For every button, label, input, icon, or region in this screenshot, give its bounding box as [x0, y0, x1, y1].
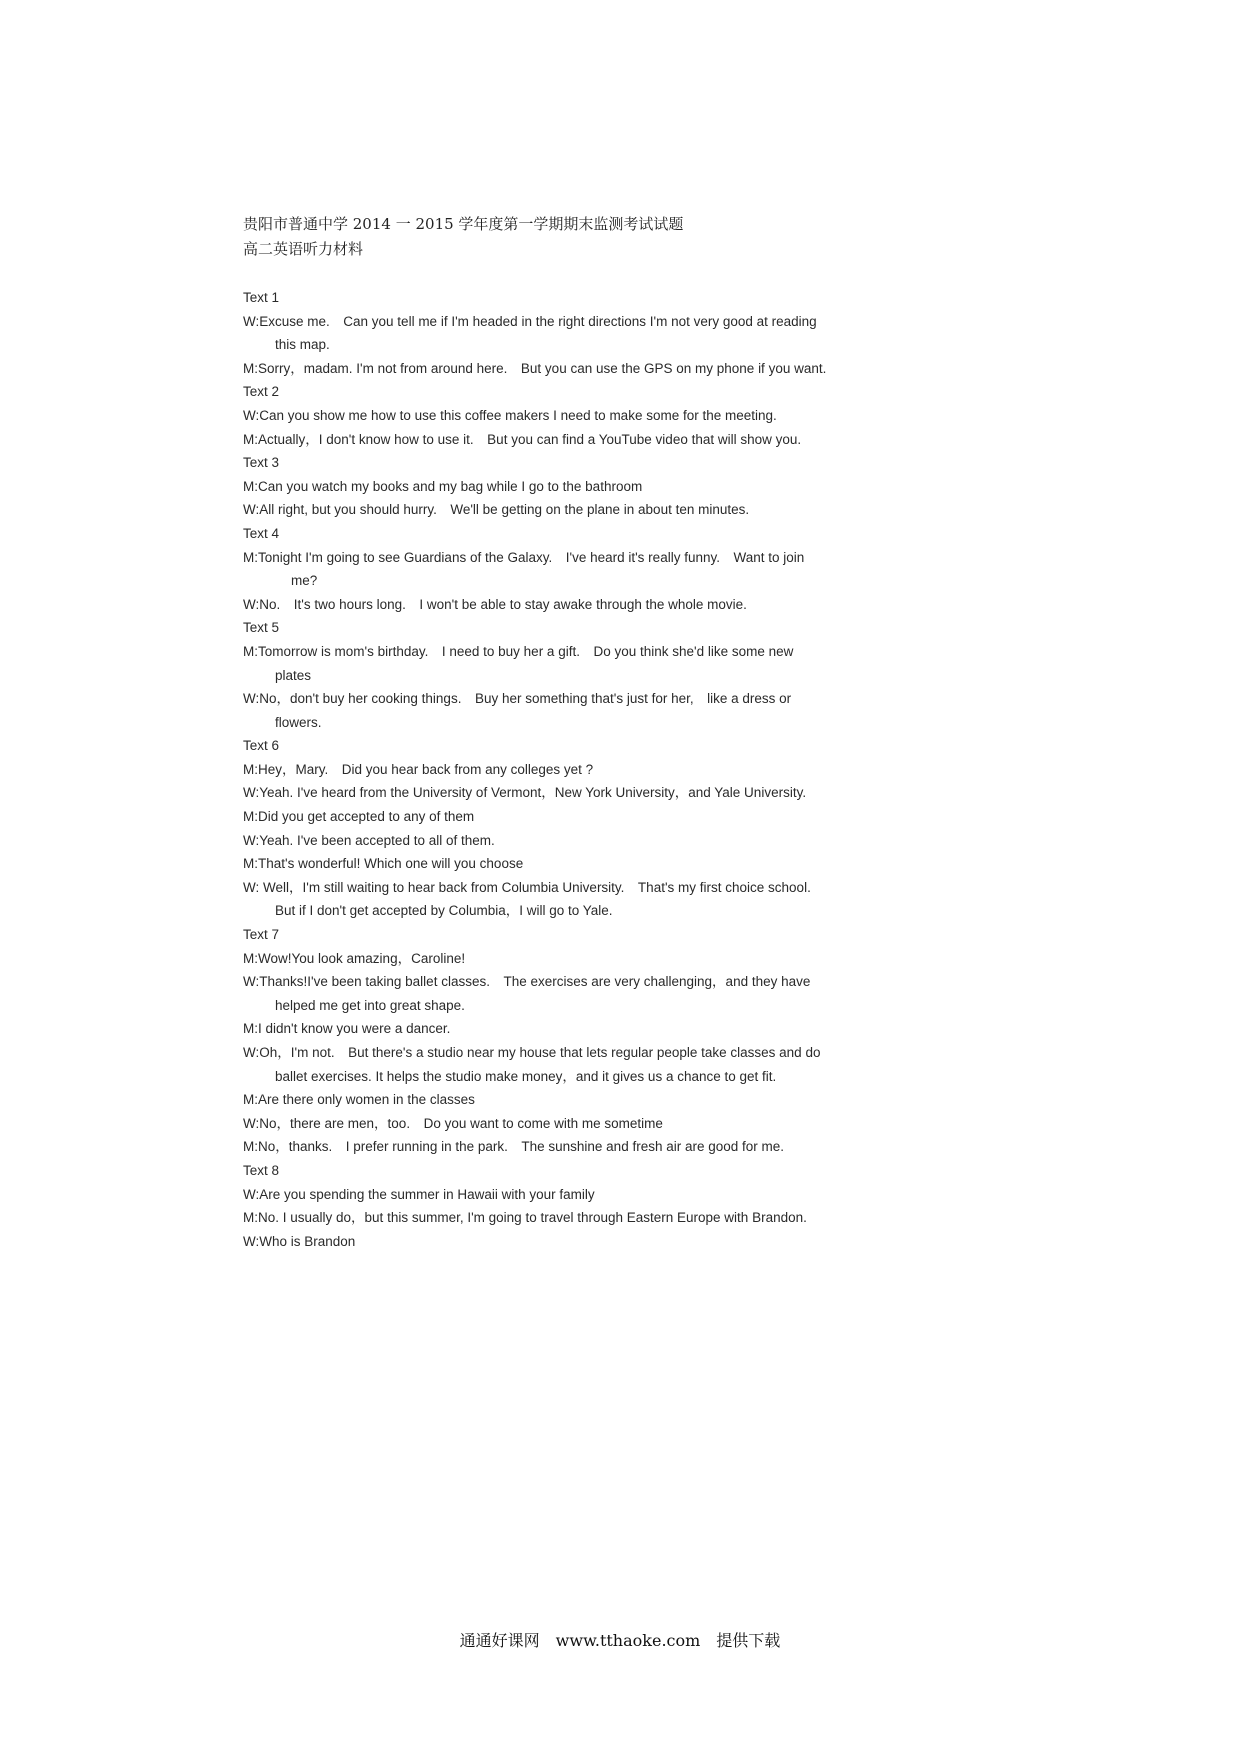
- dialogue-line: M:Hey，Mary. Did you hear back from any colleges yet ?: [243, 761, 594, 777]
- section-heading: Text 1: [243, 290, 280, 305]
- dialogue-line: M:That's wonderful! Which one will you choose: [243, 856, 524, 872]
- dialogue-line: M:Tonight I'm going to see Guardians of the Galaxy. I've heard it's really funny. Want to join: [243, 549, 805, 565]
- dialogue-line: W:Are you spending the summer in Hawaii with your family: [243, 1186, 595, 1202]
- dialogue-line: W:No. It's two hours long. I won't be able to stay awake through the whole movie.: [243, 596, 747, 612]
- dialogue-line: W:Thanks!I've been taking ballet classes. The exercises are very challenging，and they have: [243, 974, 811, 990]
- dialogue-line: W: Well，I'm still waiting to hear back from Columbia University. That's my first choice school.: [243, 879, 811, 895]
- exam-title: 贵阳市普通中学 2014 一 2015 学年度第一学期期末监测考试试题: [243, 215, 684, 233]
- section-heading: Text 3: [243, 455, 280, 471]
- section-heading: Text 7: [243, 927, 280, 943]
- dialogue-line: W:No，don't buy her cooking things. Buy her something that's just for her, like a dress or: [243, 691, 792, 707]
- listening-transcript: [243, 286, 903, 1253]
- dialogue-line: W:All right, but you should hurry. We'll be getting on the plane in about ten minutes.: [243, 502, 750, 518]
- dialogue-line: M:No. I usually do，but this summer, I'm going to travel through Eastern Europe with Brandon.: [243, 1210, 807, 1226]
- dialogue-line: M:Actually，I don't know how to use it. But you can find a YouTube video that will show you.: [243, 431, 802, 447]
- document-header: [243, 212, 683, 262]
- dialogue-line: W:Yeah. I've heard from the University of Vermont，New York University，and Yale University.: [243, 785, 807, 801]
- dialogue-line: W:Excuse me. Can you tell me if I'm headed in the right directions I'm not very good at reading: [243, 313, 817, 329]
- dialogue-line: W:No，there are men，too. Do you want to come with me sometime: [243, 1115, 663, 1131]
- dialogue-line: W:Can you show me how to use this coffee makers I need to make some for the meeting.: [243, 407, 777, 423]
- dialogue-line-continuation: this map.: [275, 337, 330, 353]
- dialogue-line: M:Are there only women in the classes: [243, 1092, 475, 1108]
- footer-credit: 通通好课网 www.tthaoke.com 提供下载: [459, 1631, 781, 1650]
- dialogue-line: W:Yeah. I've been accepted to all of them.: [243, 832, 495, 848]
- section-heading: Text 4: [243, 525, 280, 541]
- dialogue-line-continuation: flowers.: [275, 714, 322, 730]
- exam-subtitle: 高二英语听力材料: [243, 240, 364, 258]
- dialogue-line-continuation: ballet exercises. It helps the studio make money，and it gives us a chance to get fit.: [275, 1068, 777, 1084]
- dialogue-line: W:Who is Brandon: [243, 1233, 356, 1249]
- dialogue-line: M:Tomorrow is mom's birthday. I need to buy her a gift. Do you think she'd like some new: [243, 643, 794, 659]
- section-heading: Text 5: [243, 620, 280, 636]
- dialogue-line: M:Wow!You look amazing，Caroline!: [243, 950, 466, 966]
- section-heading: Text 6: [243, 738, 280, 754]
- dialogue-line-continuation: But if I don't get accepted by Columbia，I will go to Yale.: [275, 903, 613, 919]
- dialogue-line-continuation: me?: [291, 573, 318, 589]
- dialogue-line-continuation: helped me get into great shape.: [275, 997, 465, 1013]
- section-heading: Text 2: [243, 384, 280, 400]
- dialogue-line-continuation: plates: [275, 667, 312, 683]
- dialogue-line: M:Did you get accepted to any of them: [243, 809, 475, 825]
- dialogue-line: M:Sorry，madam. I'm not from around here. But you can use the GPS on my phone if you want.: [243, 360, 827, 376]
- dialogue-line: M:I didn't know you were a dancer.: [243, 1021, 451, 1037]
- dialogue-line: M:No，thanks. I prefer running in the park. The sunshine and fresh air are good for me.: [243, 1139, 785, 1155]
- dialogue-line: M:Can you watch my books and my bag while I go to the bathroom: [243, 478, 643, 494]
- section-heading: Text 8: [243, 1162, 280, 1178]
- dialogue-line: W:Oh，I'm not. But there's a studio near my house that lets regular people take classes and do: [243, 1045, 821, 1060]
